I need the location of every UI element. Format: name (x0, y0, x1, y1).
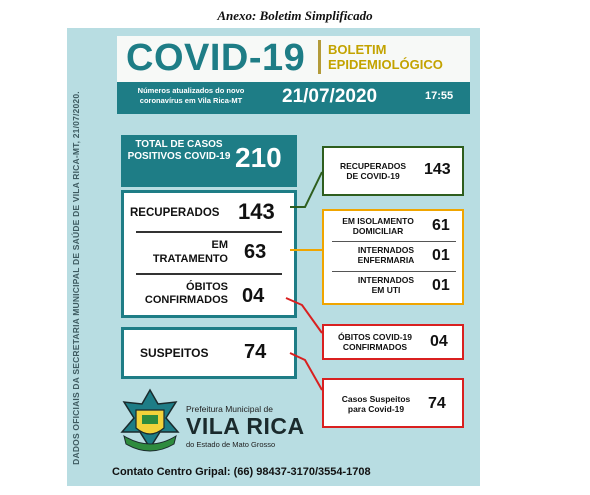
treatment-value: 63 (244, 241, 267, 263)
vertical-source-note: DADOS OFICIAIS DA SECRETARIA MUNICIPAL DE SAÚDE DE VILA RICA-MT, 21/07/2020. (71, 91, 81, 465)
suspected-value: 74 (244, 341, 267, 363)
side-deaths-label: ÓBITOS COVID-19 CONFIRMADOS (338, 332, 412, 352)
total-cases-value: 210 (235, 142, 282, 173)
side-icu-value: 01 (432, 277, 450, 294)
row-divider (332, 271, 456, 272)
side-ward-value: 01 (432, 247, 450, 264)
side-recovered-box (322, 146, 464, 196)
covid-title: COVID-19 (126, 37, 306, 79)
deaths-value: 04 (242, 285, 265, 307)
bulletin-subtitle: BOLETIM EPIDEMIOLÓGICO (328, 42, 443, 72)
deaths-label: ÓBITOS CONFIRMADOS (144, 281, 228, 306)
coat-of-arms-icon (116, 388, 184, 458)
logo-state-text: do Estado de Mato Grosso (186, 440, 276, 449)
side-recovered-label: RECUPERADOS DE COVID-19 (339, 161, 407, 181)
side-deaths-value: 04 (430, 333, 448, 350)
side-deaths-box (322, 324, 464, 360)
side-ward-label: INTERNADOS ENFERMARIA (357, 245, 415, 265)
side-suspected-value: 74 (428, 395, 446, 412)
connector-deaths (286, 298, 322, 333)
bulletin-date: 21/07/2020 (282, 86, 378, 107)
suspected-label: SUSPEITOS (140, 346, 209, 360)
row-divider (332, 241, 456, 242)
side-isolation-label: EM ISOLAMENTO DOMICILIAR (342, 216, 414, 236)
total-cases-label: TOTAL DE CASOS POSITIVOS COVID-19 (127, 139, 231, 162)
side-isolation-value: 61 (432, 217, 450, 234)
band-description: Números atualizados do novo coronavírus em Vila Rica-MT (137, 86, 245, 105)
logo-city-name: VILA RICA (186, 413, 305, 439)
connector-suspected (290, 353, 322, 390)
recovered-label: RECUPERADOS (130, 207, 220, 219)
municipality-logo (116, 388, 326, 458)
connector-recovered (290, 172, 322, 207)
contact-line: Contato Centro Gripal: (66) 98437-3170/3554-1708 (112, 466, 371, 478)
bulletin-time: 17:55 (425, 90, 454, 102)
side-recovered-value: 143 (424, 161, 451, 178)
side-suspected-box (322, 378, 464, 428)
document-caption: Anexo: Boletim Simplificado (217, 8, 373, 23)
recovered-value: 143 (238, 199, 275, 224)
treatment-label: EM TRATAMENTO (152, 239, 228, 265)
side-icu-label: INTERNADOS EM UTI (357, 275, 415, 295)
side-suspected-label: Casos Suspeitos para Covid-19 (341, 394, 411, 414)
logo-prefecture-text: Prefeitura Municipal de (186, 404, 273, 414)
side-treatment-box (322, 209, 464, 305)
